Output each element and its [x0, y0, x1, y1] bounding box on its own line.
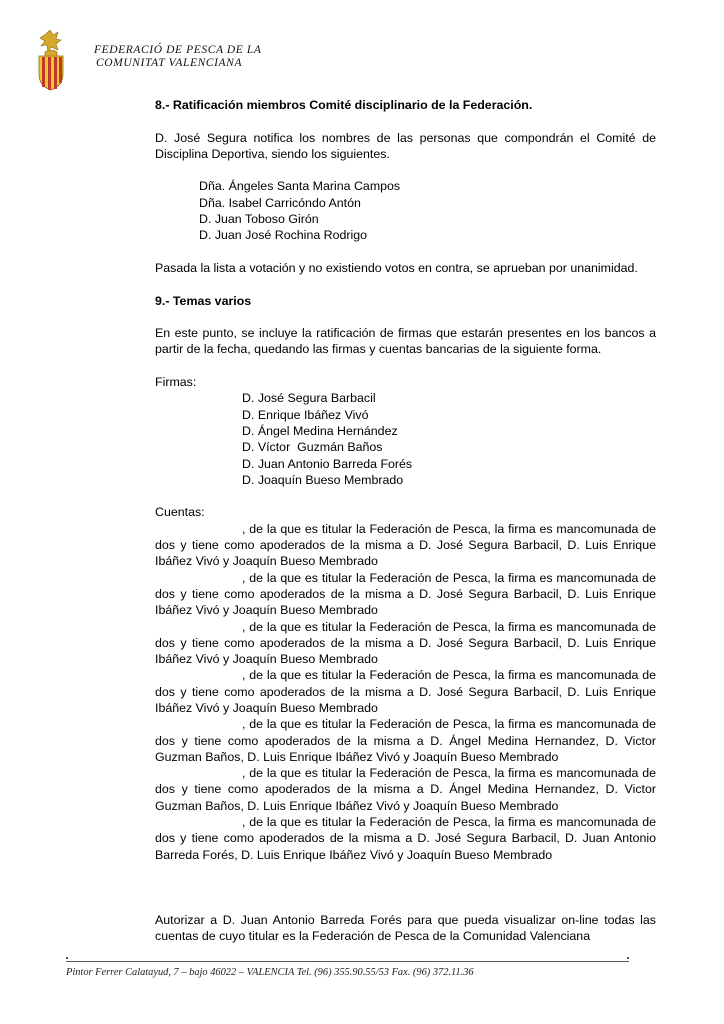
list-item: , de la que es titular la Federación de Pesca, la firma es mancomunada de dos y tiene como apoderados de la misma a D. José Segura Barbacil, D. Luis Enrique Ibáñez Vivó y Joaquín Bueso Membrado [155, 619, 656, 667]
organization-name-line1: FEDERACIÓ DE PESCA DE LA [94, 44, 262, 56]
firmas-label: Firmas: [155, 375, 197, 390]
cuentas-label: Cuentas: [155, 505, 205, 520]
list-item: D. Enrique Ibáñez Vivó [242, 407, 369, 422]
organization-name-line2: COMUNITAT VALENCIANA [96, 57, 243, 69]
section-8-intro: D. José Segura notifica los nombres de las personas que compondrán el Comité de Disciplina Deportiva, siendo los siguientes. [155, 130, 656, 161]
committee-members-list [155, 178, 656, 243]
section-8-vote: Pasada la lista a votación y no existiendo votos en contra, se aprueban por unanimidad. [155, 260, 638, 275]
footer-divider [66, 961, 629, 962]
section-9-intro: En este punto, se incluye la ratificación de firmas que estarán presentes en los bancos a partir de la fecha, quedando las firmas y cuentas bancarias de la siguiente forma. [155, 326, 656, 357]
list-item: D. Víctor Guzmán Baños [242, 440, 383, 455]
footer-address: Pintor Ferrer Calatayud, 7 – bajo 46022 – VALENCIA Tel. (96) 355.90.55/53 Fax. (96) 372.11.36 [66, 967, 474, 978]
list-item: Dña. Isabel Carricóndo Antón [199, 195, 361, 210]
list-item: , de la que es titular la Federación de Pesca, la firma es mancomunada de dos y tiene como apoderados de la misma a D. Ángel Medina Hernandez, D. Victor Guzman Baños, D. Luis Enrique Ibáñez Vivó y Joaquín Bueso Membrado [155, 766, 656, 813]
footer-divider-end [66, 957, 68, 959]
list-item: , de la que es titular la Federación de Pesca, la firma es mancomunada de dos y tiene como apoderados de la misma a D. José Segura Barbacil, D. Luis Enrique Ibáñez Vivó y Joaquín Bueso Membrado [155, 668, 656, 715]
list-item: D. Ángel Medina Hernández [242, 423, 398, 438]
federation-logo-icon [36, 30, 66, 92]
organization-name [94, 44, 262, 70]
list-item: D. Juan José Rochina Rodrigo [199, 228, 368, 243]
list-item: D. Joaquín Bueso Membrado [242, 472, 404, 487]
accounts-list [155, 521, 656, 863]
signatories-list [155, 390, 656, 488]
letterhead [36, 30, 336, 90]
list-item: D. José Segura Barbacil [242, 391, 376, 406]
list-item: , de la que es titular la Federación de Pesca, la firma es mancomunada de dos y tiene como apoderados de la misma a D. Ángel Medina Hernandez, D. Victor Guzman Baños, D. Luis Enrique Ibáñez Vivó y Joaquín Bueso Membrado [155, 717, 656, 764]
section-8-title: 8.- Ratificación miembros Comité disciplinario de la Federación. [155, 98, 533, 112]
document-body [155, 97, 656, 944]
list-item: Dña. Ángeles Santa Marina Campos [199, 179, 401, 194]
footer-divider-end [627, 957, 629, 959]
closing-authorization: Autorizar a D. Juan Antonio Barreda Forés para que pueda visualizar on-line todas las cuentas de cuyo titular es la Federación de Pesca de la Comunidad Valenciana [155, 912, 656, 944]
section-9-title: 9.- Temas varios [155, 293, 252, 308]
list-item: D. Juan Toboso Girón [199, 212, 319, 227]
list-item: , de la que es titular la Federación de Pesca, la firma es mancomunada de dos y tiene como apoderados de la misma a D. José Segura Barbacil, D. Juan Antonio Barreda Forés, D. Luis Enrique Ibáñez Vivó y Joaquín Bueso Membrado [155, 815, 656, 862]
list-item: , de la que es titular la Federación de Pesca, la firma es mancomunada de dos y tiene como apoderados de la misma a D. José Segura Barbacil, D. Luis Enrique Ibáñez Vivó y Joaquín Bueso Membrado [155, 570, 656, 618]
list-item: , de la que es titular la Federación de Pesca, la firma es mancomunada de dos y tiene como apoderados de la misma a D. José Segura Barbacil, D. Luis Enrique Ibáñez Vivó y Joaquín Bueso Membrado [155, 521, 656, 569]
list-item: D. Juan Antonio Barreda Forés [242, 456, 413, 471]
